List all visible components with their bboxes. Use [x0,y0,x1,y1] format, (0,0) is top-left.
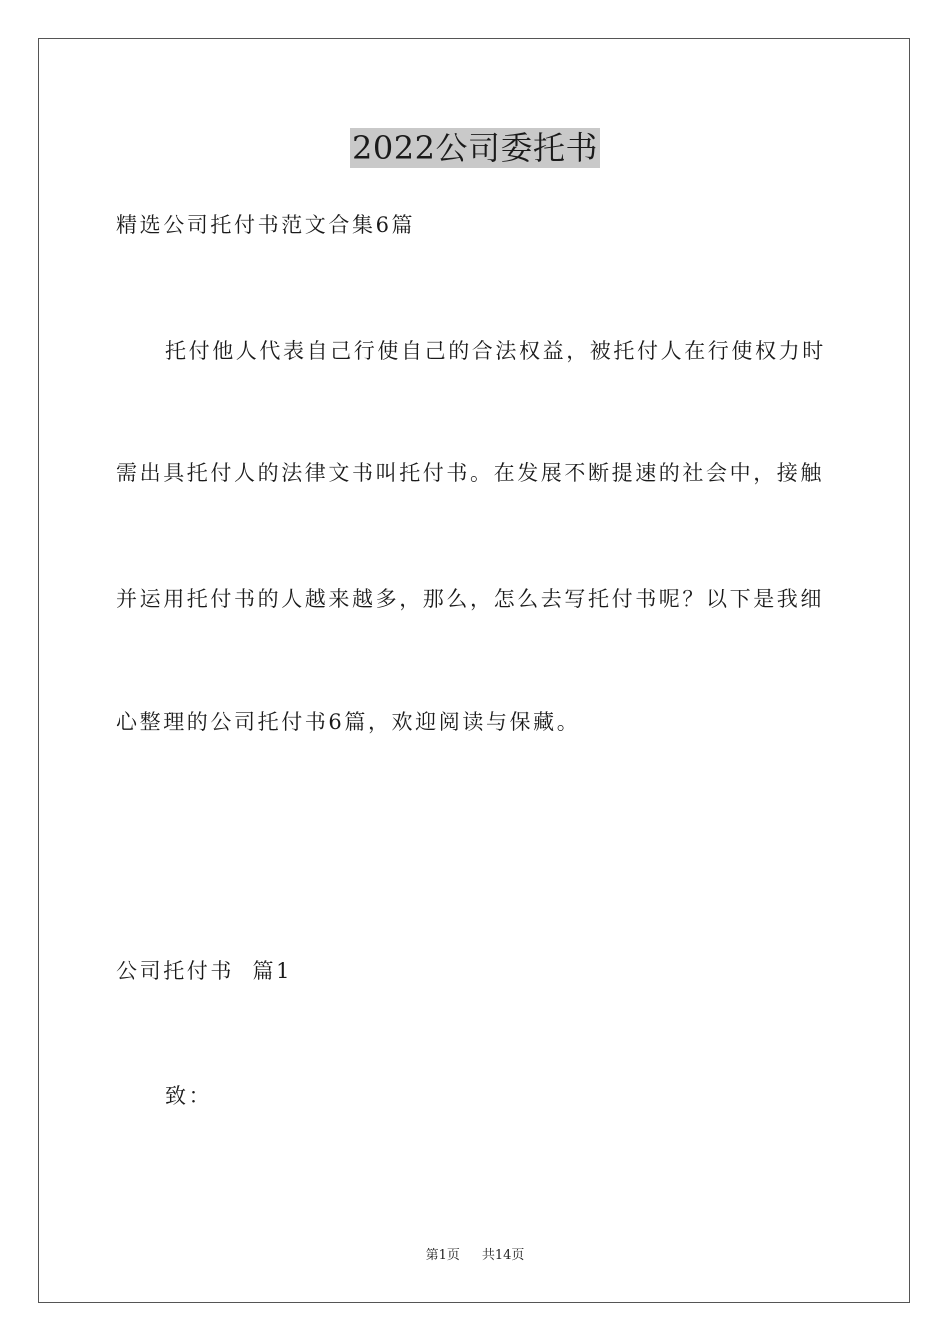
section-heading: 公司托付书 篇1 [116,959,293,983]
intro-paragraph-line: 需出具托付人的法律文书叫托付书。在发展不断提速的社会中，接触 [116,461,824,485]
salutation: 致： [165,1084,213,1108]
intro-paragraph-line: 托付他人代表自己行使自己的合法权益，被托付人在行使权力时 [165,339,826,363]
intro-paragraph-line: 心整理的公司托付书6篇，欢迎阅读与保藏。 [116,710,581,734]
page-total: 共14页 [481,1248,525,1263]
intro-paragraph-line: 并运用托付书的人越来越多，那么，怎么去写托付书呢？以下是我细 [116,587,824,611]
title-container [0,128,950,168]
document-subtitle: 精选公司托付书范文合集6篇 [116,213,416,237]
document-title: 2022公司委托书 [352,129,598,167]
page-footer [0,1247,950,1265]
page-number: 第1页 [425,1248,460,1263]
